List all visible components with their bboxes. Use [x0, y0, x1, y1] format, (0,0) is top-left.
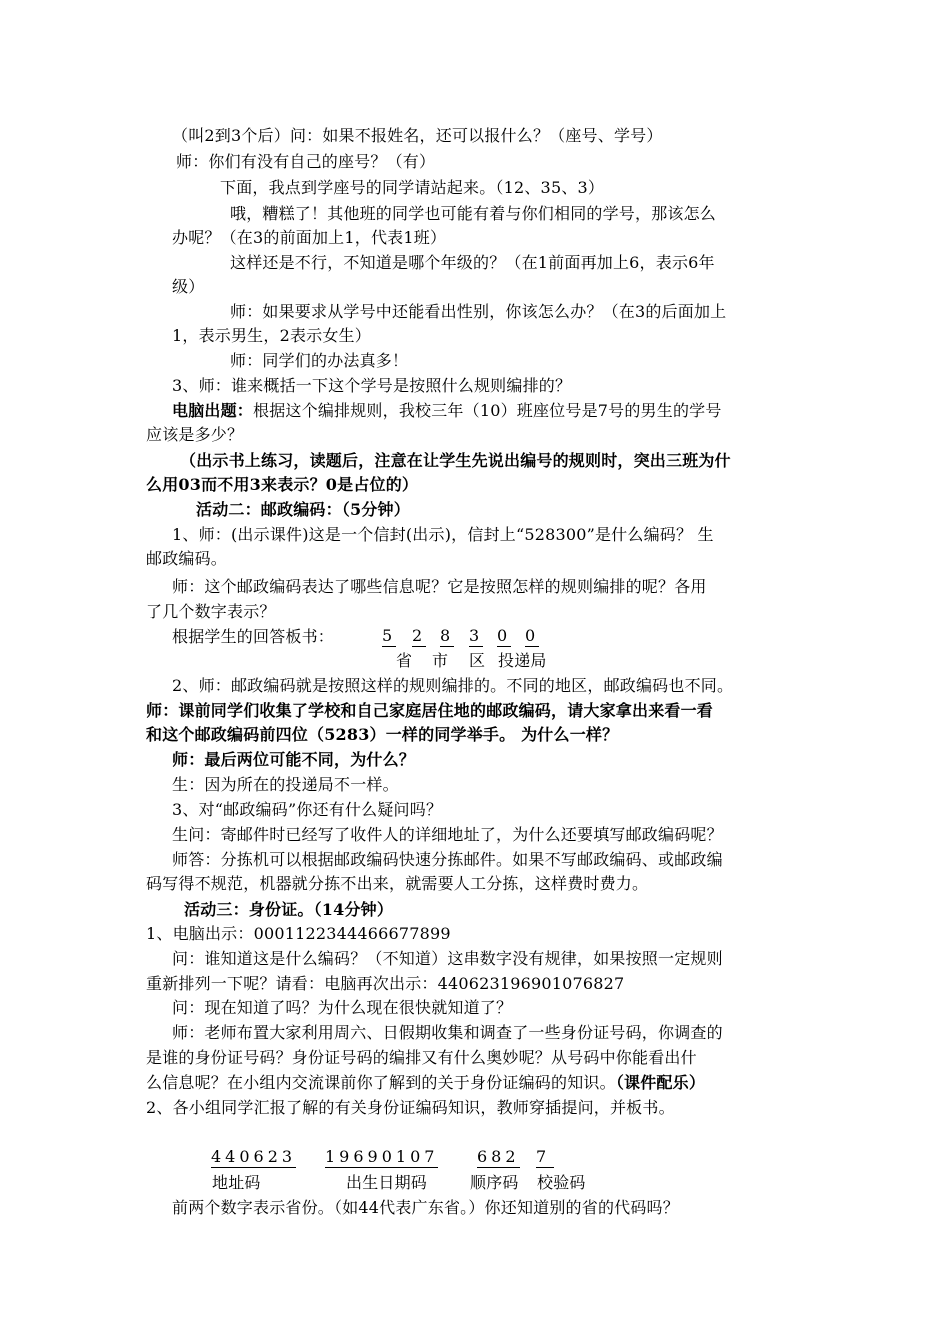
paragraph-line: 3、师：谁来概括一下这个学号是按照什么规则编排的？ — [172, 376, 572, 395]
postal-digit: 0 — [497, 626, 512, 645]
paragraph-line: 是谁的身份证号码？身份证号码的编排又有什么奥妙呢？从号码中你能看出什 — [146, 1048, 697, 1067]
paragraph-line: 么信息呢？在小组内交流课前你了解到的关于身份证编码的知识。（课件配乐） — [146, 1073, 706, 1092]
computer-question-label: 电脑出题： — [172, 401, 254, 420]
id-number-labels — [0, 1171, 620, 1195]
paragraph-line: 师：课前同学们收集了学校和自己家庭居住地的邮政编码，请大家拿出来看一看 — [146, 701, 714, 720]
paragraph-line: 电脑出题：根据这个编排规则，我校三年（10）班座位号是7号的男生的学号 — [172, 401, 722, 420]
id-group-address: 440623 — [211, 1147, 297, 1166]
paragraph-line: 2、各小组同学汇报了解的有关身份证编码知识，教师穿插提问，并板书。 — [146, 1098, 675, 1117]
courseware-note: （课件配乐） — [615, 1073, 706, 1092]
paragraph-line: 师：同学们的办法真多！ — [230, 351, 409, 370]
paragraph-line: 这样还是不行，不知道是哪个年级的？（在1前面再加上6，表示6年 — [230, 253, 715, 272]
paragraph-line: 级） — [172, 277, 205, 296]
paragraph-line: 问：现在知道了吗？为什么现在很快就知道了？ — [172, 998, 513, 1017]
postal-label: 区 — [469, 651, 486, 670]
paragraph-line: 应该是多少？ — [146, 425, 244, 444]
postal-code-labels — [0, 649, 600, 673]
paragraph-line: 下面，我点到学座号的同学请站起来。（12、35、3） — [220, 178, 605, 197]
paragraph-line: 1，表示男生，2表示女生） — [172, 326, 371, 345]
id-label: 地址码 — [212, 1173, 261, 1192]
postal-digit: 0 — [525, 626, 540, 645]
paragraph-line: 3、对“邮政编码”你还有什么疑问吗？ — [172, 800, 443, 819]
paragraph-line: 生问：寄邮件时已经写了收件人的详细地址了，为什么还要填写邮政编码呢？ — [172, 825, 723, 844]
paragraph-line: 么用03而不用3来表示？0是占位的） — [146, 475, 419, 494]
paragraph-line: 师：如果要求从学号中还能看出性别，你该怎么办？（在3的后面加上 — [230, 302, 727, 321]
paragraph-line: 2、师：邮政编码就是按照这样的规则编排的。不同的地区，邮政编码也不同。 — [172, 676, 734, 695]
paragraph-line: 前两个数字表示省份。（如44代表广东省。）你还知道别的省的代码吗？ — [172, 1198, 679, 1217]
paragraph-line: 师：你们有没有自己的座号？（有） — [176, 152, 436, 171]
paragraph-line: 师答：分拣机可以根据邮政编码快速分拣邮件。如果不写邮政编码、或邮政编 — [172, 850, 723, 869]
paragraph-line: 和这个邮政编码前四位（5283）一样的同学举手。 为什么一样？ — [146, 725, 619, 744]
postal-digit: 5 — [382, 626, 397, 645]
paragraph-line: （出示书上练习，读题后，注意在让学生先说出编号的规则时，突出三班为什 — [180, 451, 731, 470]
paragraph-line: 办呢？（在3的前面加上1，代表1班） — [172, 228, 447, 247]
postal-label: 市 — [432, 651, 449, 670]
postal-digit: 2 — [412, 626, 427, 645]
id-label: 校验码 — [537, 1173, 586, 1192]
paragraph-line: 师：老师布置大家利用周六、日假期收集和调查了一些身份证号码，你调查的 — [172, 1023, 723, 1042]
paragraph-line: 了几个数字表示？ — [146, 602, 276, 621]
paragraph-line: 师：这个邮政编码表达了哪些信息呢？它是按照怎样的规则编排的呢？各用 — [172, 577, 707, 596]
paragraph-line: （叫2到3个后）问：如果不报姓名，还可以报什么？（座号、学号） — [172, 126, 663, 145]
postal-label: 省 — [396, 651, 413, 670]
paragraph-line: 重新排列一下呢？请看：电脑再次出示：440623196901076827 — [146, 974, 625, 993]
paragraph-line: 码写得不规范，机器就分拣不出来，就需要人工分拣，这样费时费力。 — [146, 874, 649, 893]
postal-digit: 8 — [440, 626, 455, 645]
paragraph-line: 邮政编码。 — [146, 549, 228, 568]
section-heading: 活动二：邮政编码：（5分钟） — [196, 500, 410, 519]
paragraph-line: 1、电脑出示：0001122344466677899 — [146, 924, 451, 943]
id-label: 顺序码 — [470, 1173, 519, 1192]
paragraph-line: 哦，糟糕了！其他班的同学也可能有着与你们相同的学号，那该怎么 — [230, 204, 717, 223]
id-number-board — [0, 1146, 620, 1170]
id-group-sequence: 682 — [477, 1147, 520, 1166]
board-label: 根据学生的回答板书： — [172, 627, 335, 646]
paragraph-line: 师：最后两位可能不同，为什么？ — [172, 750, 416, 769]
id-label: 出生日期码 — [346, 1173, 428, 1192]
paragraph-line: 生：因为所在的投递局不一样。 — [172, 775, 399, 794]
paragraph-line: 问：谁知道这是什么编码？（不知道）这串数字没有规律，如果按照一定规则 — [172, 949, 723, 968]
postal-label: 投递局 — [498, 651, 547, 670]
paragraph-line: 1、师：(出示课件)这是一个信封(出示)，信封上“528300”是什么编码？ 生 — [172, 525, 714, 544]
section-heading: 活动三：身份证。（14分钟） — [184, 900, 394, 919]
postal-code-board — [172, 625, 552, 649]
id-group-birthdate: 19690107 — [325, 1147, 439, 1166]
postal-digit: 3 — [469, 626, 484, 645]
id-group-check: 7 — [536, 1146, 554, 1168]
